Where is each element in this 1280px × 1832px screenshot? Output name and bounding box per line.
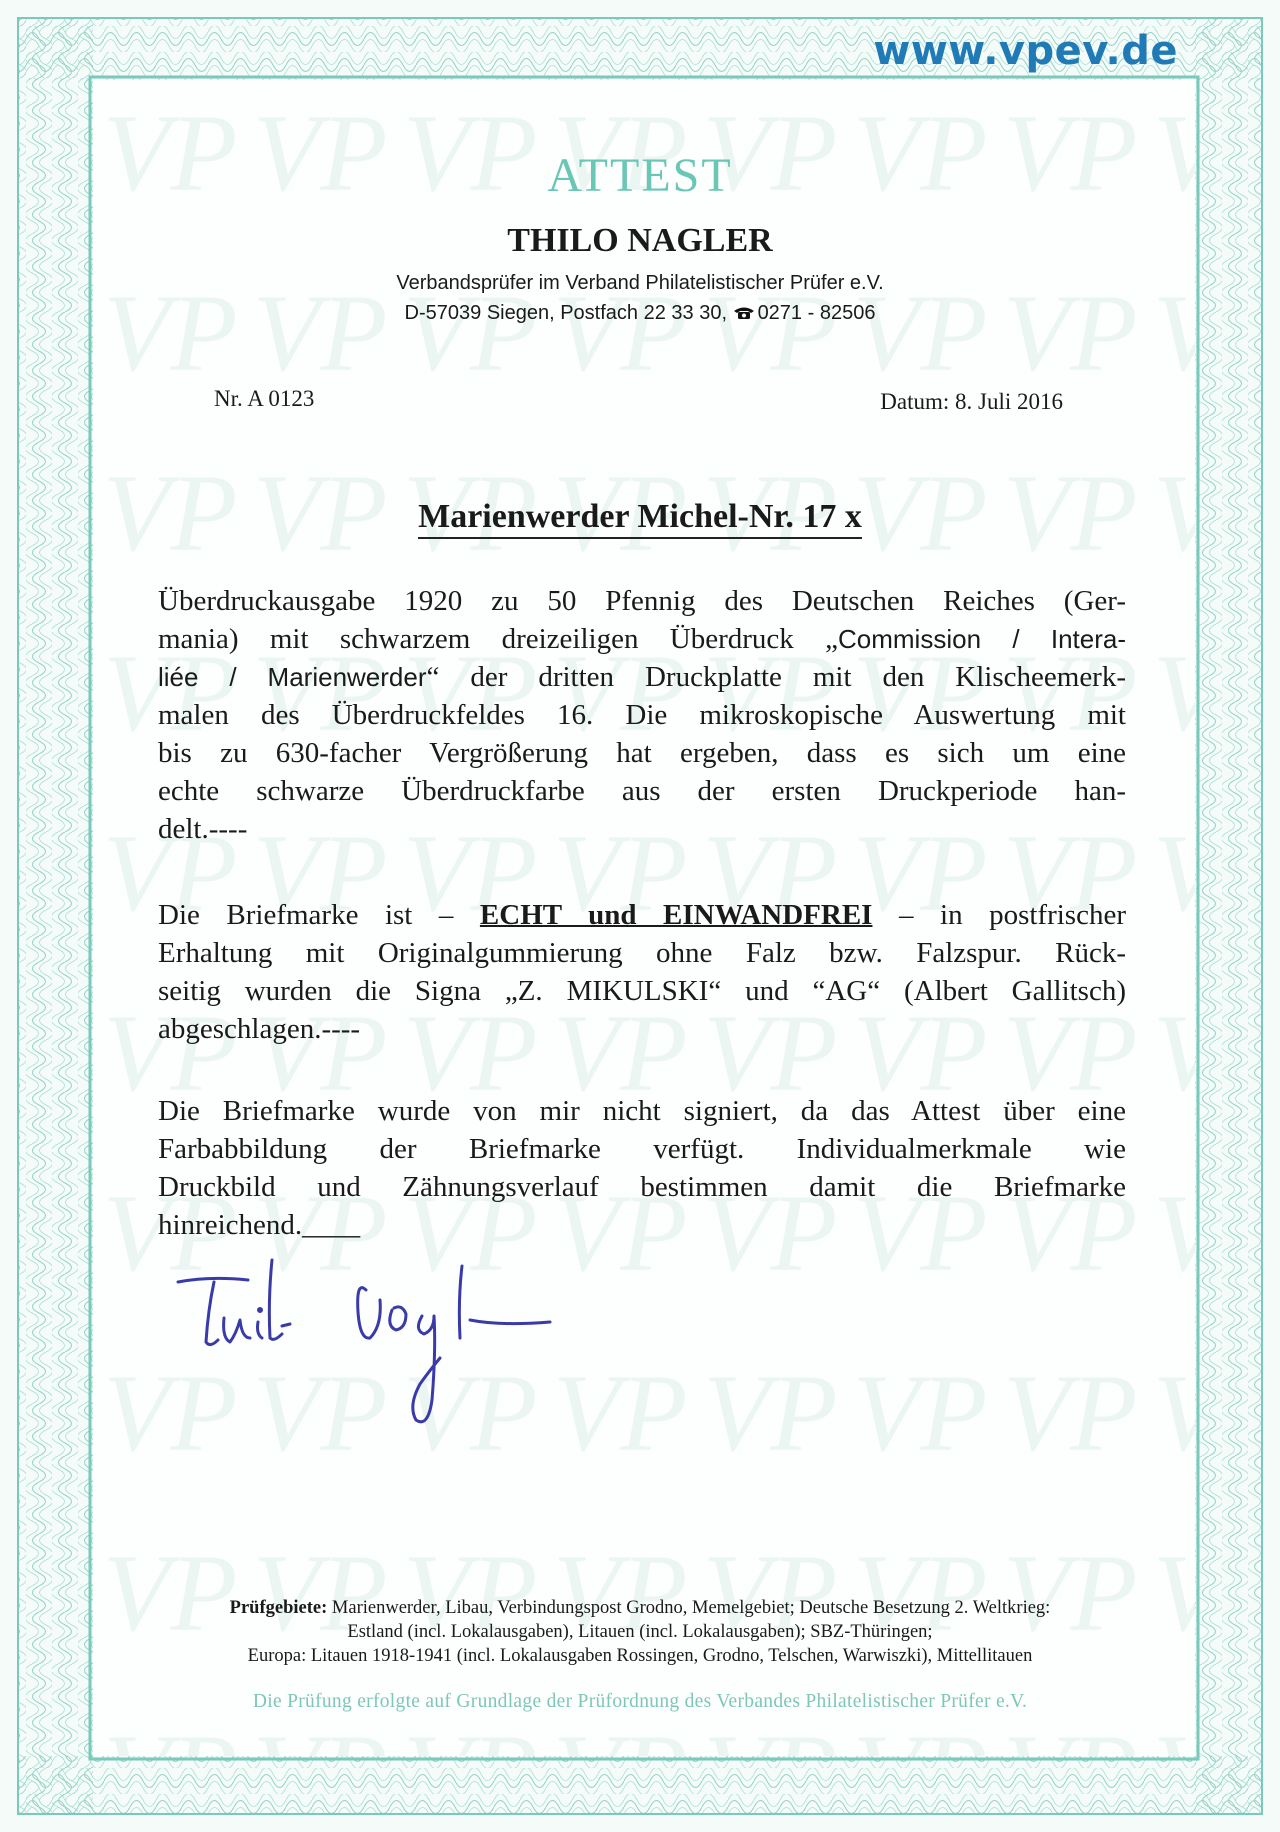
text-line: Überdruckausgabe 1920 zu 50 Pfennig des Deutschen Reiches (Ger- (158, 585, 1126, 617)
text-line: Erhaltung mit Originalgummierung ohne Falz bzw. Falzspur. Rück- (158, 937, 1126, 969)
verdict-text: ECHT und EINWANDFREI (479, 899, 873, 931)
text-line: Farbabbildung der Briefmarke verfügt. Individualmerkmale wie (158, 1133, 1126, 1165)
overprint-text: Commission / Intera- (838, 624, 1126, 654)
telephone-icon (733, 306, 755, 320)
text-line: malen des Überdruckfeldes 16. Die mikroskopische Auswertung mit (158, 699, 1126, 731)
description-paragraph (158, 582, 1126, 848)
text-line (158, 896, 1126, 934)
handwritten-signature (170, 1230, 590, 1430)
examiner-address-line (0, 302, 1280, 325)
text-fragment: – in postfrischer (872, 899, 1126, 931)
text-line: echte schwarze Überdruckfarbe aus der ersten Druckperiode han- (158, 775, 1126, 807)
examiner-name: THILO NAGLER (507, 222, 773, 259)
text-line: hinreichend.____ (158, 1209, 361, 1241)
signing-paragraph (158, 1092, 1126, 1244)
text-line: abgeschlagen.---- (158, 1013, 361, 1045)
text-line (158, 658, 1126, 696)
website-url[interactable]: www.vpev.de (873, 28, 1178, 74)
overprint-text: liée / Marienwerder (158, 662, 427, 692)
text-line: Die Briefmarke wurde von mir nicht signiert, da das Attest über eine (158, 1095, 1126, 1127)
text-line: seitig wurden die Signa „Z. MIKULSKI“ und “AG“ (Albert Gallitsch) (158, 975, 1126, 1007)
text-fragment: “ der dritten Druckplatte mit den Klischeemerk- (426, 661, 1126, 693)
stamp-heading-text: Marienwerder Michel-Nr. 17 x (418, 498, 862, 539)
footer-line: Marienwerder, Libau, Verbindungspost Grodno, Memelgebiet; Deutsche Besetzung 2. Weltkrieg: (331, 1598, 1051, 1618)
document-title: ATTEST (547, 149, 733, 202)
text-line: delt.---- (158, 813, 248, 845)
text-line (158, 620, 1126, 658)
examiner-address: D-57039 Siegen, Postfach 22 33 30, (404, 302, 727, 324)
certificate-date: Datum: 8. Juli 2016 (880, 389, 1063, 414)
footer-notice: Die Prüfung erfolgte auf Grundlage der Prüfordnung des Verbandes Philatelistischer Prüfer e.V. (252, 1691, 1028, 1712)
footer-line: Europa: Litauen 1918-1941 (incl. Lokalausgaben Rossingen, Grodno, Telschen, Warwiszki), Mittellitauen (247, 1646, 1033, 1666)
text-fragment: mania) mit schwarzem dreizeiligen Überdruck „ (158, 623, 838, 655)
text-fragment: Die Briefmarke ist – (158, 899, 480, 931)
examiner-phone: 0271 - 82506 (757, 302, 876, 324)
text-line: Druckbild und Zähnungsverlauf bestimmen damit die Briefmarke (158, 1171, 1126, 1203)
examiner-affiliation: Verbandsprüfer im Verband Philatelistischer Prüfer e.V. (396, 272, 884, 294)
footer-areas (120, 1596, 1160, 1620)
footer-line: Estland (incl. Lokalausgaben), Litauen (incl. Lokalausgaben); SBZ-Thüringen; (347, 1622, 933, 1642)
certificate-number: Nr. A 0123 (214, 386, 315, 411)
stamp-heading (0, 498, 1280, 536)
condition-paragraph (158, 896, 1126, 1048)
footer-label: Prüfgebiete: (229, 1598, 328, 1618)
text-line: bis zu 630-facher Vergrößerung hat ergeben, dass es sich um eine (158, 737, 1126, 769)
